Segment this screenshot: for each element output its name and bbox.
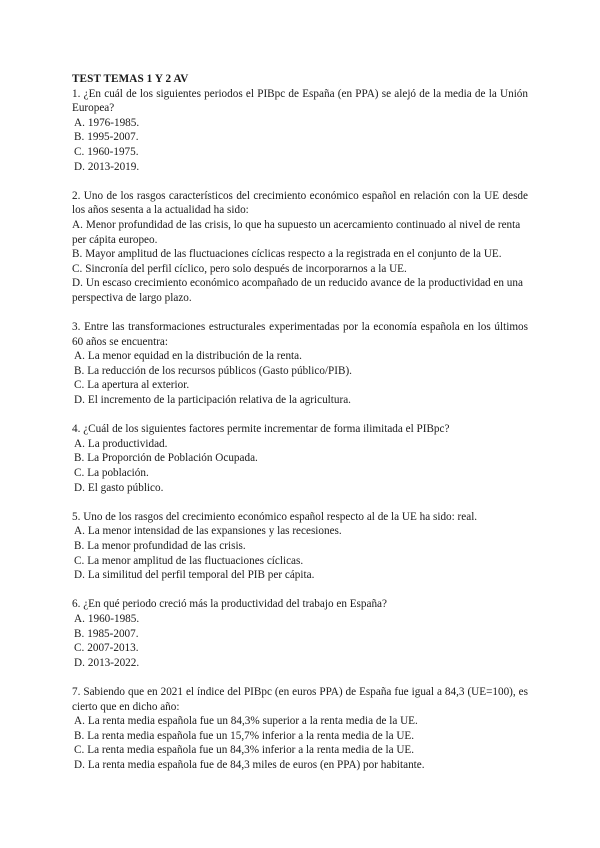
option-letter: D.: [72, 277, 83, 290]
option-text: La menor profundidad de las crisis.: [87, 540, 246, 552]
option-text: La renta media española fue un 84,3% inferior a la renta media de la UE.: [87, 744, 415, 757]
option-a: [72, 524, 528, 539]
option-letter: C.: [74, 467, 85, 480]
option-letter: B.: [74, 131, 85, 144]
option-c: [72, 641, 528, 656]
option-c: [72, 743, 528, 758]
option-text: Sincronía del perfil cíclico, pero solo después de incorporarnos a la UE.: [85, 262, 407, 275]
option-letter: A.: [74, 715, 85, 728]
option-letter: B.: [74, 540, 85, 552]
option-text: 1960-1975.: [87, 145, 139, 158]
option-letter: A.: [74, 612, 85, 625]
option-a: [72, 437, 528, 452]
option-text: 1960-1985.: [87, 612, 140, 625]
option-text: La Proporción de Población Ocupada.: [87, 452, 258, 465]
option-a: [72, 612, 528, 627]
question-text: 4. ¿Cuál de los siguientes factores permite incrementar de forma ilimitada el PIBpc?: [72, 423, 450, 436]
option-letter: B.: [74, 364, 85, 377]
option-text: Menor profundidad de las crisis, lo que ha supuesto un acercamiento continuado al nivel de renta per cápita europeo.: [72, 218, 521, 246]
option-b: [72, 364, 528, 379]
question-text: 6. ¿En qué periodo creció más la productividad del trabajo en España?: [72, 598, 387, 611]
option-a: [72, 349, 528, 364]
option-letter: C.: [74, 744, 85, 757]
option-letter: A.: [74, 437, 85, 450]
option-text: 2007-2013.: [87, 642, 139, 655]
option-letter: D.: [74, 656, 85, 669]
option-letter: D.: [74, 160, 85, 173]
option-c: [72, 262, 528, 277]
option-b: [72, 627, 528, 642]
option-letter: B.: [74, 729, 85, 742]
question-text: 7. Sabiendo que en 2021 el índice del PIBpc (en euros PPA) de España fue igual a 84,3 (UE=100), es cierto que en dicho año:: [72, 685, 528, 713]
option-text: 1985-2007.: [87, 627, 139, 640]
option-d: [72, 160, 528, 175]
option-letter: D.: [74, 569, 85, 582]
option-list: [72, 437, 528, 495]
option-list: [72, 116, 528, 174]
option-d: [72, 568, 528, 583]
option-text: Un escaso crecimiento económico acompañado de un reducido avance de la productividad en una perspectiva de largo plazo.: [72, 277, 523, 304]
option-list: [72, 218, 528, 306]
option-letter: C.: [72, 262, 83, 275]
question-6: [72, 597, 528, 670]
option-b: [72, 729, 528, 744]
option-b: [72, 539, 528, 554]
question-text: 1. ¿En cuál de los siguientes periodos el PIBpc de España (en PPA) se alejó de la media de la Unión Europea?: [72, 87, 528, 115]
option-a: [72, 714, 528, 729]
option-b: [72, 130, 528, 145]
option-c: [72, 145, 528, 160]
option-text: La reducción de los recursos públicos (Gasto público/PIB).: [87, 364, 352, 377]
option-letter: B.: [74, 627, 85, 640]
option-letter: C.: [74, 379, 85, 392]
option-a: [72, 116, 528, 131]
option-d: [72, 758, 528, 773]
option-b: [72, 247, 528, 262]
option-letter: D.: [74, 394, 85, 407]
option-letter: A.: [74, 350, 85, 363]
option-letter: C.: [74, 554, 85, 567]
document-page: [72, 72, 528, 787]
option-letter: A.: [74, 525, 85, 538]
option-text: La renta media española fue un 84,3% superior a la renta media de la UE.: [87, 715, 418, 728]
option-b: [72, 451, 528, 466]
option-list: [72, 714, 528, 772]
option-d: [72, 656, 528, 671]
option-text: La productividad.: [87, 437, 168, 450]
option-text: Mayor amplitud de las fluctuaciones cíclicas respecto a la registrada en el conjunto de la UE.: [85, 248, 502, 261]
option-c: [72, 378, 528, 393]
question-text: 2. Uno de los rasgos característicos del crecimiento económico español en relación con la UE desde los años sesenta a la actualidad ha sido:: [72, 189, 528, 217]
option-c: [72, 554, 528, 569]
option-a: [72, 218, 528, 247]
option-letter: C.: [74, 145, 85, 158]
option-text: La renta media española fue de 84,3 miles de euros (en PPA) por habitante.: [87, 758, 425, 771]
option-d: [72, 481, 528, 496]
question-2: [72, 189, 528, 306]
option-text: 2013-2019.: [87, 160, 140, 173]
option-letter: D.: [74, 758, 85, 771]
option-letter: B.: [72, 248, 83, 261]
option-text: La menor amplitud de las fluctuaciones cíclicas.: [87, 554, 304, 567]
option-text: La apertura al exterior.: [87, 379, 190, 392]
question-3: [72, 320, 528, 408]
option-text: El incremento de la participación relativa de la agricultura.: [87, 394, 351, 407]
document-title: TEST TEMAS 1 Y 2 AV: [72, 73, 189, 85]
option-text: 2013-2022.: [87, 656, 140, 669]
question-text: 5. Uno de los rasgos del crecimiento económico español respecto al de la UE ha sido: real.: [72, 510, 478, 523]
option-d: [72, 276, 528, 305]
option-text: El gasto público.: [87, 481, 164, 494]
option-letter: A.: [72, 218, 83, 231]
option-d: [72, 393, 528, 408]
option-list: [72, 612, 528, 670]
option-text: La menor intensidad de las expansiones y las recesiones.: [87, 525, 342, 538]
option-text: 1976-1985.: [87, 116, 140, 129]
option-letter: A.: [74, 116, 85, 129]
option-text: La menor equidad en la distribución de la renta.: [87, 350, 302, 363]
option-text: 1995-2007.: [87, 131, 139, 144]
question-7: [72, 685, 528, 773]
question-1: [72, 87, 528, 175]
option-text: La población.: [87, 467, 149, 480]
option-letter: B.: [74, 452, 85, 465]
question-4: [72, 422, 528, 495]
option-list: [72, 349, 528, 407]
option-letter: C.: [74, 642, 85, 655]
option-text: La renta media española fue un 15,7% inferior a la renta media de la UE.: [87, 729, 415, 742]
option-list: [72, 524, 528, 582]
option-c: [72, 466, 528, 481]
question-5: [72, 510, 528, 583]
option-text: La similitud del perfil temporal del PIB per cápita.: [87, 569, 315, 582]
option-letter: D.: [74, 481, 85, 494]
question-text: 3. Entre las transformaciones estructurales experimentadas por la economía española en los últimos 60 años se encuentra:: [72, 321, 528, 348]
